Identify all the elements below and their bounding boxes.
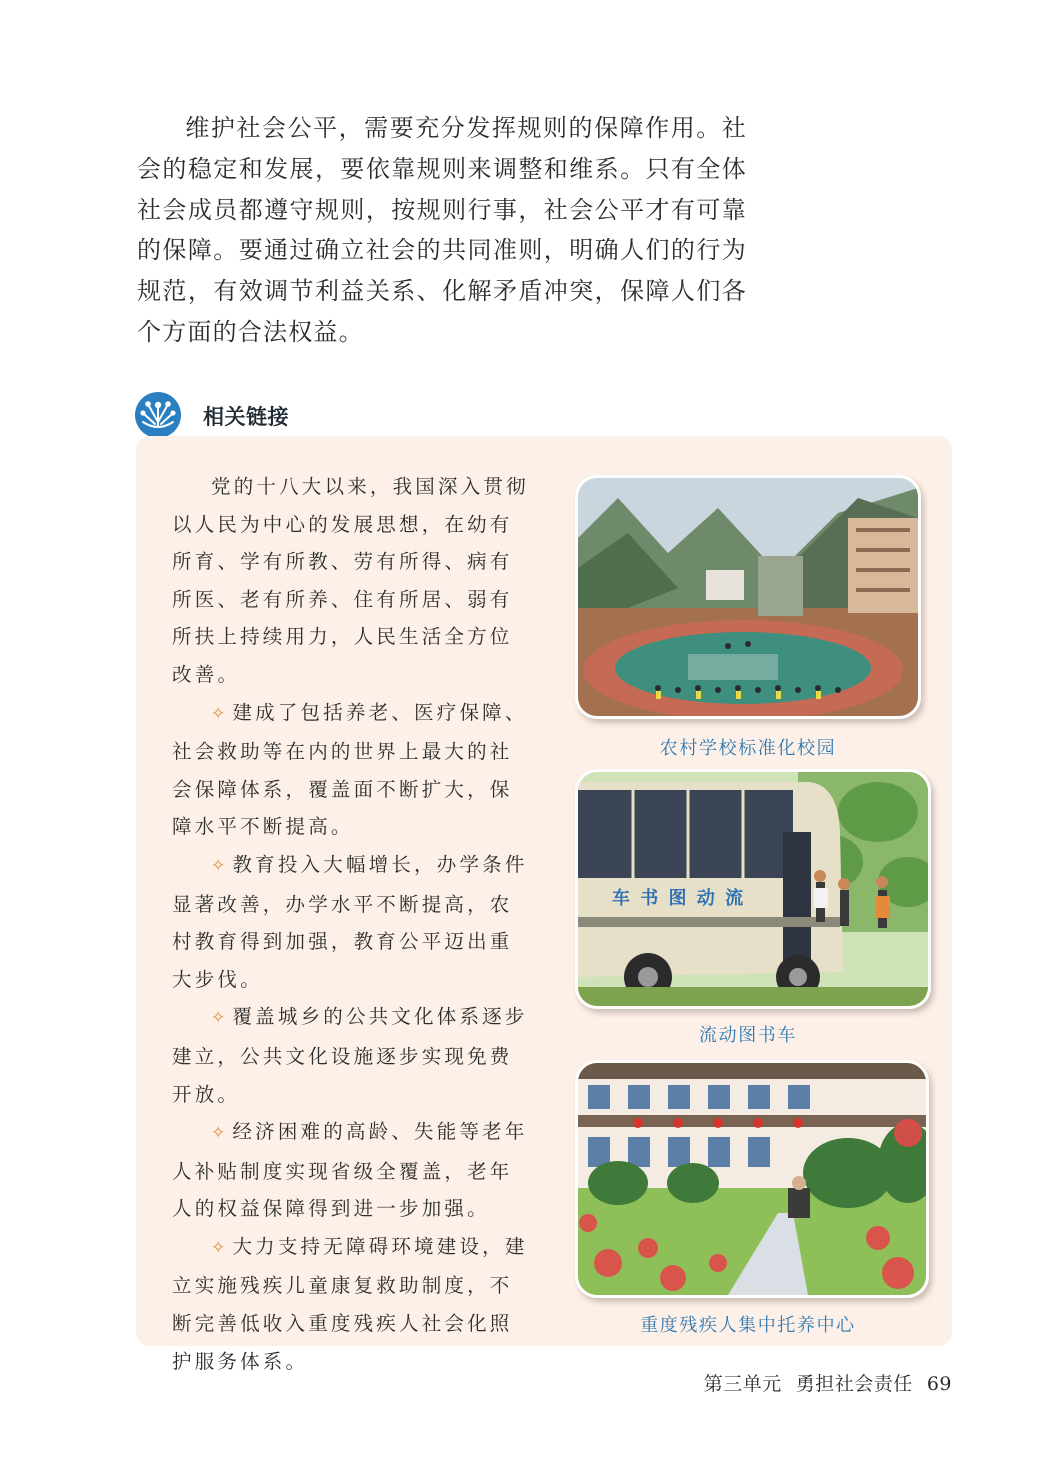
photo-caption: 农村学校标准化校园 — [659, 738, 837, 759]
mobile-library-image — [578, 772, 928, 1006]
bullet-icon: ✧ — [211, 1008, 229, 1029]
bullet-icon: ✧ — [211, 703, 229, 724]
photo-care-center — [575, 1060, 929, 1298]
list-item: ✧ 教育投入大幅增长，办学条件显著改善，办学水平不断提高，农村教育得到加强，教育公平迈出重大步伐。 — [172, 852, 528, 991]
list-item: ✧ 建成了包括养老、医疗保障、社会救助等在内的世界上最大的社会保障体系，覆盖面不断扩大，保障水平不断提高。 — [172, 700, 528, 839]
related-links-header — [135, 392, 435, 438]
bullet-icon: ✧ — [211, 855, 229, 876]
bullet-icon: ✧ — [211, 1237, 229, 1258]
related-links-title: 相关链接 — [203, 405, 289, 429]
page-number: 69 — [926, 1373, 952, 1395]
rural-school-image — [578, 478, 918, 716]
intro-paragraph — [137, 108, 747, 353]
list-item: ✧ 大力支持无障碍环境建设，建立实施残疾儿童康复救助制度，不断完善低收入重度残疾人社会化照护服务体系。 — [172, 1234, 528, 1373]
footer-unit-title: 勇担社会责任 — [795, 1373, 913, 1395]
photo-rural-school — [575, 475, 921, 719]
footer-unit: 第三单元 — [703, 1373, 782, 1395]
care-center-image — [578, 1063, 926, 1295]
bus-side-text: 车 书 图 动 流 — [612, 888, 746, 909]
page-footer — [690, 1369, 952, 1396]
related-links-icon — [135, 392, 181, 438]
related-links-panel — [136, 436, 952, 1373]
photo-caption: 流动图书车 — [699, 1025, 797, 1046]
related-links-text — [172, 468, 530, 1380]
bullet-icon: ✧ — [211, 1123, 229, 1144]
list-item: ✧ 经济困难的高龄、失能等老年人补贴制度实现省级全覆盖，老年人的权益保障得到进一步加强。 — [172, 1120, 528, 1221]
photo-caption: 重度残疾人集中托养中心 — [640, 1315, 856, 1336]
list-item: ✧ 覆盖城乡的公共文化体系逐步建立，公共文化设施逐步实现免费开放。 — [172, 1005, 528, 1106]
photo-mobile-library — [575, 769, 931, 1009]
intro-paragraph-text: 维护社会公平，需要充分发挥规则的保障作用。社会的稳定和发展，要依靠规则来调整和维系。只有全体社会成员都遵守规则，按规则行事，社会公平才有可靠的保障。要通过确立社会的共同准则，明确人们的行为规范，有效调节利益关系、化解矛盾冲突，保障人们各个方面的合法权益。 — [137, 114, 747, 346]
lead-paragraph: 党的十八大以来，我国深入贯彻以人民为中心的发展思想，在幼有所育、学有所教、劳有所得、病有所医、老有所养、住有所居、弱有所扶上持续用力，人民生活全方位改善。 — [172, 475, 529, 686]
